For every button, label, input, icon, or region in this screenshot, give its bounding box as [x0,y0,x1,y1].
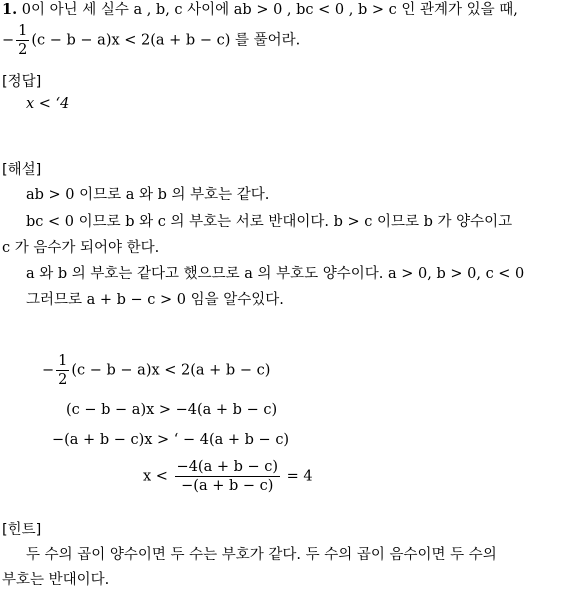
answer-heading: [정답] [2,74,42,90]
equation-4 [143,458,313,495]
explanation-p2: bc < 0 이므로 b 와 c 의 부호는 서로 반대이다. b > c 이므로 b 가 양수이고 [26,214,513,230]
problem-statement-line2 [2,22,300,59]
eq1-minus: − [42,362,55,379]
explanation-p5: 그러므로 a + b − c > 0 임을 알수있다. [26,292,284,308]
hint-line1: 두 수의 곱이 양수이면 두 수는 부호가 같다. 두 수의 곱이 음수이면 두 수의 [26,547,497,563]
answer-value: x < ‘4 [26,96,70,112]
explanation-p3: c 가 음수가 되어야 한다. [2,240,160,256]
problem-line1: 0이 아닌 세 실수 a , b, c 사이에 ab > 0 , bc < 0 , b > c 인 관계가 있을 때, [21,2,518,18]
problem-statement-line1 [2,0,518,20]
eq1-fraction [56,352,69,389]
hint-heading: [힌트] [2,522,42,538]
problem-line2: (c − b − a)x < 2(a + b − c) 를 풀어라. [31,32,301,49]
eq1-frac-den: 2 [58,372,68,388]
explanation-p1: ab > 0 이므로 a 와 b 의 부호는 같다. [26,187,270,203]
eq4-frac-den: −(a + b − c) [175,476,280,495]
explanation-heading: [해설] [2,162,42,178]
equation-1 [42,352,270,389]
eq4-rhs: = 4 [286,468,313,485]
hint-line2: 부호는 반대이다. [2,572,110,588]
eq4-frac-num: −4(a + b − c) [176,459,279,475]
equation-3: −(a + b − c)x > ‘ − 4(a + b − c) [52,432,290,448]
problem-frac-den: 2 [18,42,28,58]
problem-frac-num: 1 [18,23,28,39]
explanation-p4: a 와 b 의 부호는 같다고 했으므로 a 의 부호도 양수이다. a > 0, b > 0, c < 0 [26,266,525,282]
equation-2: (c − b − a)x > −4(a + b − c) [66,402,278,418]
eq4-fraction [175,458,280,495]
problem-fraction [16,22,29,59]
eq1-frac-num: 1 [58,353,68,369]
problem-number: 1. [2,1,18,18]
problem-minus: − [2,32,15,49]
eq1-rest: (c − b − a)x < 2(a + b − c) [71,362,271,379]
eq4-lhs: x < [143,468,168,485]
